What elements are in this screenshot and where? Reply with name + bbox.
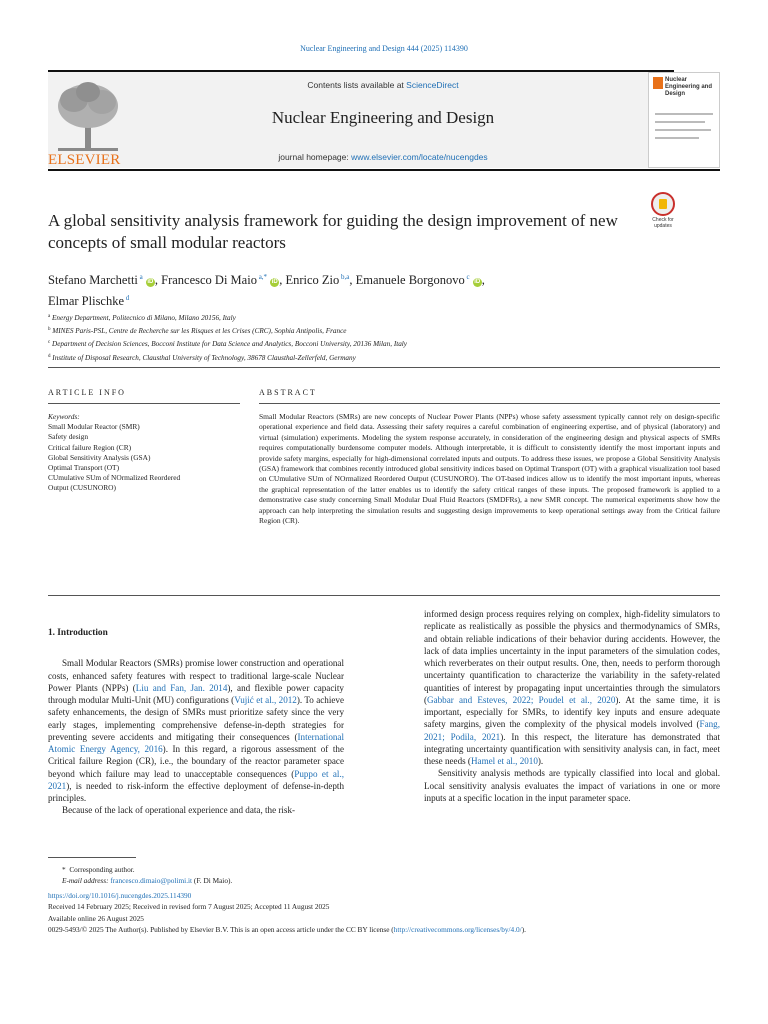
email-label: E-mail address: <box>62 876 111 886</box>
corresponding-author-note <box>48 864 728 875</box>
cover-text-line <box>655 129 711 131</box>
received-dates: Received 14 February 2025; Received in revised form 7 August 2025; Accepted 11 August 2025 <box>48 902 330 912</box>
author-name[interactable]: Stefano Marchetti <box>48 273 138 287</box>
email-link[interactable]: francesco.dimaio@polimi.it <box>110 876 193 886</box>
journal-homepage <box>148 152 618 162</box>
keyword-item: Optimal Transport (OT) <box>48 463 120 473</box>
body-paragraph: Sensitivity analysis methods are typically classified into local and global. Local sensitivity analysis evaluates the impact of variations in one or more inputs at a specific location in the input parameter space. <box>424 768 720 803</box>
doi-line <box>48 890 728 901</box>
article-title: A global sensitivity analysis framework for guiding the design improvement of new concepts of small modular reactors <box>48 211 618 252</box>
article-info-rule <box>48 403 240 404</box>
keyword-item: Output (CUSUNORO) <box>48 483 116 493</box>
citation-link[interactable]: Vujić et al., 2012 <box>234 695 297 705</box>
affiliation-line <box>48 337 720 350</box>
author-name[interactable]: Elmar Plischke <box>48 294 125 308</box>
orcid-icon[interactable]: iD <box>147 279 154 285</box>
article-footer <box>48 864 728 935</box>
affiliation-text: MINES Paris-PSL, Centre de Recherche sur les Risques et les Crises (CRC), Sophia Antipolis, France <box>50 327 347 336</box>
affiliations <box>48 311 720 364</box>
citation-link[interactable]: Hamel et al., 2010 <box>470 756 538 766</box>
cover-text-line <box>655 113 713 115</box>
cover-text-line <box>655 137 699 139</box>
affiliation-mark: a <box>48 314 51 319</box>
email-line <box>48 875 728 886</box>
citation-link[interactable]: Fang, 2021; Podila, 2021 <box>424 719 720 742</box>
author-affiliation-mark[interactable]: a,* <box>256 273 268 281</box>
keyword-item: Critical failure Region (CR) <box>48 442 132 452</box>
body-text: ), and flexible power capacity through modular Multi-Unit (MU) configurations ( <box>48 682 344 705</box>
cover-publisher-logo <box>653 77 663 89</box>
author-name[interactable]: Emanuele Borgonovo <box>355 273 465 287</box>
orcid-icon[interactable]: iD <box>474 279 481 285</box>
affiliation-text: Institute of Disposal Research, Clausthal University of Technology, 38678 Clausthal-Zellerfeld, Germany <box>50 353 356 362</box>
license-suffix: ). <box>521 925 526 935</box>
author-affiliation-mark[interactable]: c <box>464 273 470 281</box>
journal-masthead <box>48 70 720 174</box>
citation-link[interactable]: Puppo et al., 2021 <box>48 768 344 791</box>
sciencedirect-link[interactable]: ScienceDirect <box>406 80 459 90</box>
cover-text-line <box>655 121 705 123</box>
footnote-rule <box>48 857 136 858</box>
author-list: Stefano Marchetti $^a$ iD , Francesco Di Maio $^{a,*}$ iD , Enrico Zio $^{b,a}$, Emanuele Borgonovo $^c$ iD , Elmar Plischke $^d$ <box>48 273 485 308</box>
body-text: ). In this regard, a rigorous assessment of the Critical failure Region (CR), i.e., the boundary of the reactor parameter space beyond which failure may lead to unacceptable consequences ( <box>48 744 344 779</box>
body-text: Small Modular Reactors (SMRs) promise lower construction and operational costs, enhanced safety features with respect to traditional large-scale Nuclear Power Plants (NPPs) ( <box>48 658 344 693</box>
author-affiliation-mark[interactable]: a <box>137 273 143 281</box>
license-prefix: 0029-5493/© 2025 The Author(s). Published by Elsevier B.V. This is an open access article under the CC BY license ( <box>48 925 394 935</box>
affiliation-mark: c <box>48 340 51 346</box>
abstract-heading: ABSTRACT <box>259 388 317 397</box>
citation-link[interactable]: International Atomic Energy Agency, 2016 <box>48 731 344 754</box>
license-line <box>48 924 728 935</box>
citation-link[interactable]: Gabbar and Esteves, 2022; Poudel et al., 2020 <box>427 694 616 705</box>
keyword-item: Global Sensitivity Analysis (GSA) <box>48 452 151 462</box>
body-text: ), is needed to risk-inform the effective deployment of defense-in-depth principles. <box>48 780 344 803</box>
section-heading-introduction: 1. Introduction <box>48 628 108 638</box>
body-text: ). At the same time, it is important, especially for SMRs, to identify key inputs and ensure adequate safety margins, given the complexity of the physical models involved ( <box>424 694 720 730</box>
keywords-block <box>48 412 240 494</box>
author-affiliation-mark[interactable]: b,a <box>339 273 350 281</box>
body-text: ). To achieve safety enhancements, the design of SMRs must prioritize safety since the very early stages, implementing comprehensive defense-in-depth strategies for preventing severe accidents and mitigating their consequences ( <box>48 695 344 742</box>
check-for-updates-badge[interactable] <box>648 192 678 232</box>
journal-reference[interactable]: Nuclear Engineering and Design 444 (2025) 114390 <box>300 44 468 53</box>
citation-link[interactable]: Liu and Fan, Jan. 2014 <box>135 682 228 693</box>
journal-cover-thumbnail[interactable] <box>648 72 720 168</box>
body-paragraph <box>48 657 344 804</box>
affiliation-mark: b <box>48 327 51 333</box>
contents-prefix: Contents lists available at <box>307 80 407 90</box>
available-online: Available online 26 August 2025 <box>48 913 144 923</box>
affiliation-text: Energy Department, Politecnico di Milano, Milano 20156, Italy <box>50 314 236 322</box>
license-link[interactable]: http://creativecommons.org/licenses/by/4.0/ <box>393 925 522 935</box>
body-column-right <box>424 608 720 804</box>
affiliation-mark: d <box>48 353 51 359</box>
body-text: ). In this respect, the literature has demonstrated that integrating uncertainty quantification with sensitivity analysis can, in fact, meet these needs ( <box>424 731 720 766</box>
footnote-mark: * <box>62 865 66 874</box>
author-affiliation-mark[interactable]: d <box>124 294 130 302</box>
crossmark-icon <box>651 192 675 216</box>
keyword-item: Small Modular Reactor (SMR) <box>48 422 140 432</box>
abstract-rule <box>259 403 720 404</box>
body-text: ). <box>537 756 544 766</box>
article-info-heading: ARTICLE INFO <box>48 388 126 397</box>
homepage-prefix: journal homepage: <box>278 152 352 162</box>
contents-line <box>148 80 618 90</box>
body-paragraph <box>424 608 720 767</box>
keyword-item: Safety design <box>48 432 89 442</box>
journal-title: Nuclear Engineering and Design <box>271 108 495 127</box>
body-text: informed design process requires relying on complex, high-fidelity simulators to replicate as realistically as possible the physics and thermodynamics of SMRs, and obtain reliable indications of their behavior during accidents. However, the lack of data implies uncertainty in the input parameters of the simulation codes, which reverberates on their output results. One, then, needs to perform thorough uncertainty quantification to characterize the variability in the safety-related quantities of interest by propagating input uncertainties through the simulators ( <box>424 609 720 705</box>
masthead-bottom-rule <box>48 169 720 171</box>
corresponding-text: Corresponding author. <box>69 865 135 874</box>
body-paragraph: Because of the lack of operational experience and data, the risk- <box>62 805 296 816</box>
doi-link[interactable]: https://doi.org/10.1016/j.nucengdes.2025.114390 <box>48 890 192 900</box>
homepage-link[interactable]: www.elsevier.com/locate/nucengdes <box>351 152 488 162</box>
affiliation-line <box>48 311 720 324</box>
affiliation-line <box>48 351 720 364</box>
orcid-icon[interactable]: iD <box>271 279 278 285</box>
abstract-text: Small Modular Reactors (SMRs) are new concepts of Nuclear Power Plants (NPPs) whose safety assessment typically cannot rely on design-specific operational experience and field data. Assessing their safety requires a careful combination of engineering expertise, and of physical (laboratory) and virtual (simulation) experiments. Modeling the system response accurately, in consideration of the engineering design and physical aspects of SMRs requires computationally burdensome computer models. Although interpretable, it is difficult to consistently identify the most important inputs and provide safety margins, especially for high-dimensional correlated inputs and outputs. To address these issues, we propose a Global Sensitivity Analysis (GSA) framework that combines recently introduced global sensitivity indices based on Optimal Transport (OT) with a graphical visualization tool based on CUmulative SUm of NOrmalized Reordered Output (CUSUNORO). The OT-based indices allow us to identify the most important inputs, whereas the graphical representation of the latter enables us to identify the safety critical ranges of these inputs. The proposed framework is applied to a demonstrative case study concerning Small Modular Dual Fluid Reactors (SMDFRs), a new SMR concept. The numerical experiments show how the approach can help interpreting the simulation results and suggesting design improvements to keep operational settings away from the Critical failure Region (CR). <box>259 412 720 526</box>
body-column-left <box>48 608 344 817</box>
email-suffix: (F. Di Maio). <box>192 876 233 886</box>
elsevier-wordmark: ELSEVIER <box>48 152 121 168</box>
keywords-list <box>48 422 240 493</box>
keywords-label: Keywords: <box>48 412 80 421</box>
crossmark-label: Check for updates <box>652 217 674 229</box>
cover-title: Nuclear Engineering and Design <box>665 77 713 97</box>
abstract-divider <box>48 595 720 596</box>
header-divider <box>48 367 720 368</box>
author-name[interactable]: Francesco Di Maio <box>161 273 257 287</box>
author-name[interactable]: Enrico Zio <box>285 273 340 287</box>
affiliation-text: Department of Decision Sciences, Bocconi Institute for Data Science and Analytics, Bocconi University, 20136 Milan, Italy <box>50 340 407 349</box>
keyword-item: CUmulative SUm of NOrmalized Reordered <box>48 473 181 483</box>
affiliation-line <box>48 324 720 337</box>
